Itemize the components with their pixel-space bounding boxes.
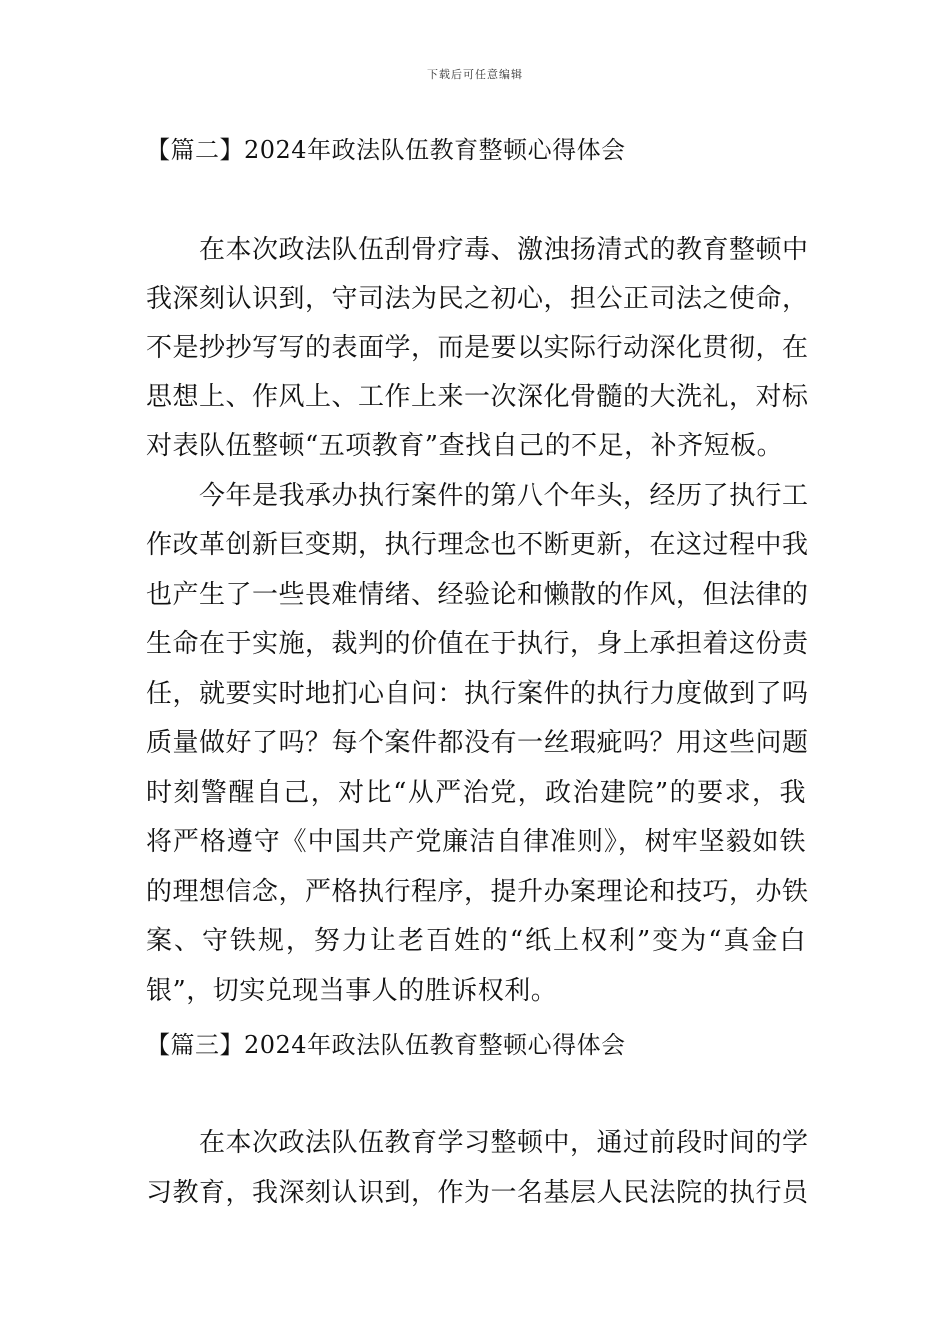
paragraph-line: 在本次政法队伍刮骨疗毒、激浊扬清式的教育整顿中 <box>146 235 809 265</box>
paragraph-line: 案、守铁规，努力让老百姓的“纸上权利”变为“真金白 <box>146 926 806 956</box>
paragraph-line: 将严格遵守《中国共产党廉洁自律准则》，树牢坚毅如铁 <box>146 827 806 857</box>
header-note: 下载后可任意编辑 <box>427 68 523 81</box>
paragraph-line: 质量做好了吗？每个案件都没有一丝瑕疵吗？用这些问题 <box>146 728 809 758</box>
paragraph-line: 习教育，我深刻认识到，作为一名基层人民法院的执行员 <box>146 1178 809 1208</box>
paragraph-line: 我深刻认识到，守司法为民之初心，担公正司法之使命， <box>146 284 809 314</box>
paragraph-line: 也产生了一些畏难情绪、经验论和懒散的作风，但法律的 <box>146 580 809 610</box>
section-heading-3: 【篇三】2024年政法队伍教育整顿心得体会 <box>146 1031 626 1059</box>
paragraph-line: 任，就要实时地扪心自问：执行案件的执行力度做到了吗 <box>146 679 809 709</box>
paragraph-line: 在本次政法队伍教育学习整顿中，通过前段时间的学 <box>146 1128 809 1158</box>
paragraph-line: 作改革创新巨变期，执行理念也不断更新，在这过程中我 <box>146 530 809 560</box>
paragraph-line: 思想上、作风上、工作上来一次深化骨髓的大洗礼，对标 <box>146 382 809 412</box>
paragraph-line: 银”，切实兑现当事人的胜诉权利。 <box>146 976 558 1006</box>
section-heading-2: 【篇二】2024年政法队伍教育整顿心得体会 <box>146 136 626 164</box>
paragraph-line: 时刻警醒自己，对比“从严治党，政治建院”的要求，我 <box>146 778 806 808</box>
paragraph-line: 今年是我承办执行案件的第八个年头，经历了执行工 <box>146 481 809 511</box>
paragraph-line: 不是抄抄写写的表面学，而是要以实际行动深化贯彻，在 <box>146 333 809 363</box>
paragraph-line: 的理想信念，严格执行程序，提升办案理论和技巧，办铁 <box>146 877 809 907</box>
paragraph-line: 对表队伍整顿“五项教育”查找自己的不足，补齐短板。 <box>146 431 784 461</box>
paragraph-line: 生命在于实施，裁判的价值在于执行，身上承担着这份责 <box>146 629 809 659</box>
